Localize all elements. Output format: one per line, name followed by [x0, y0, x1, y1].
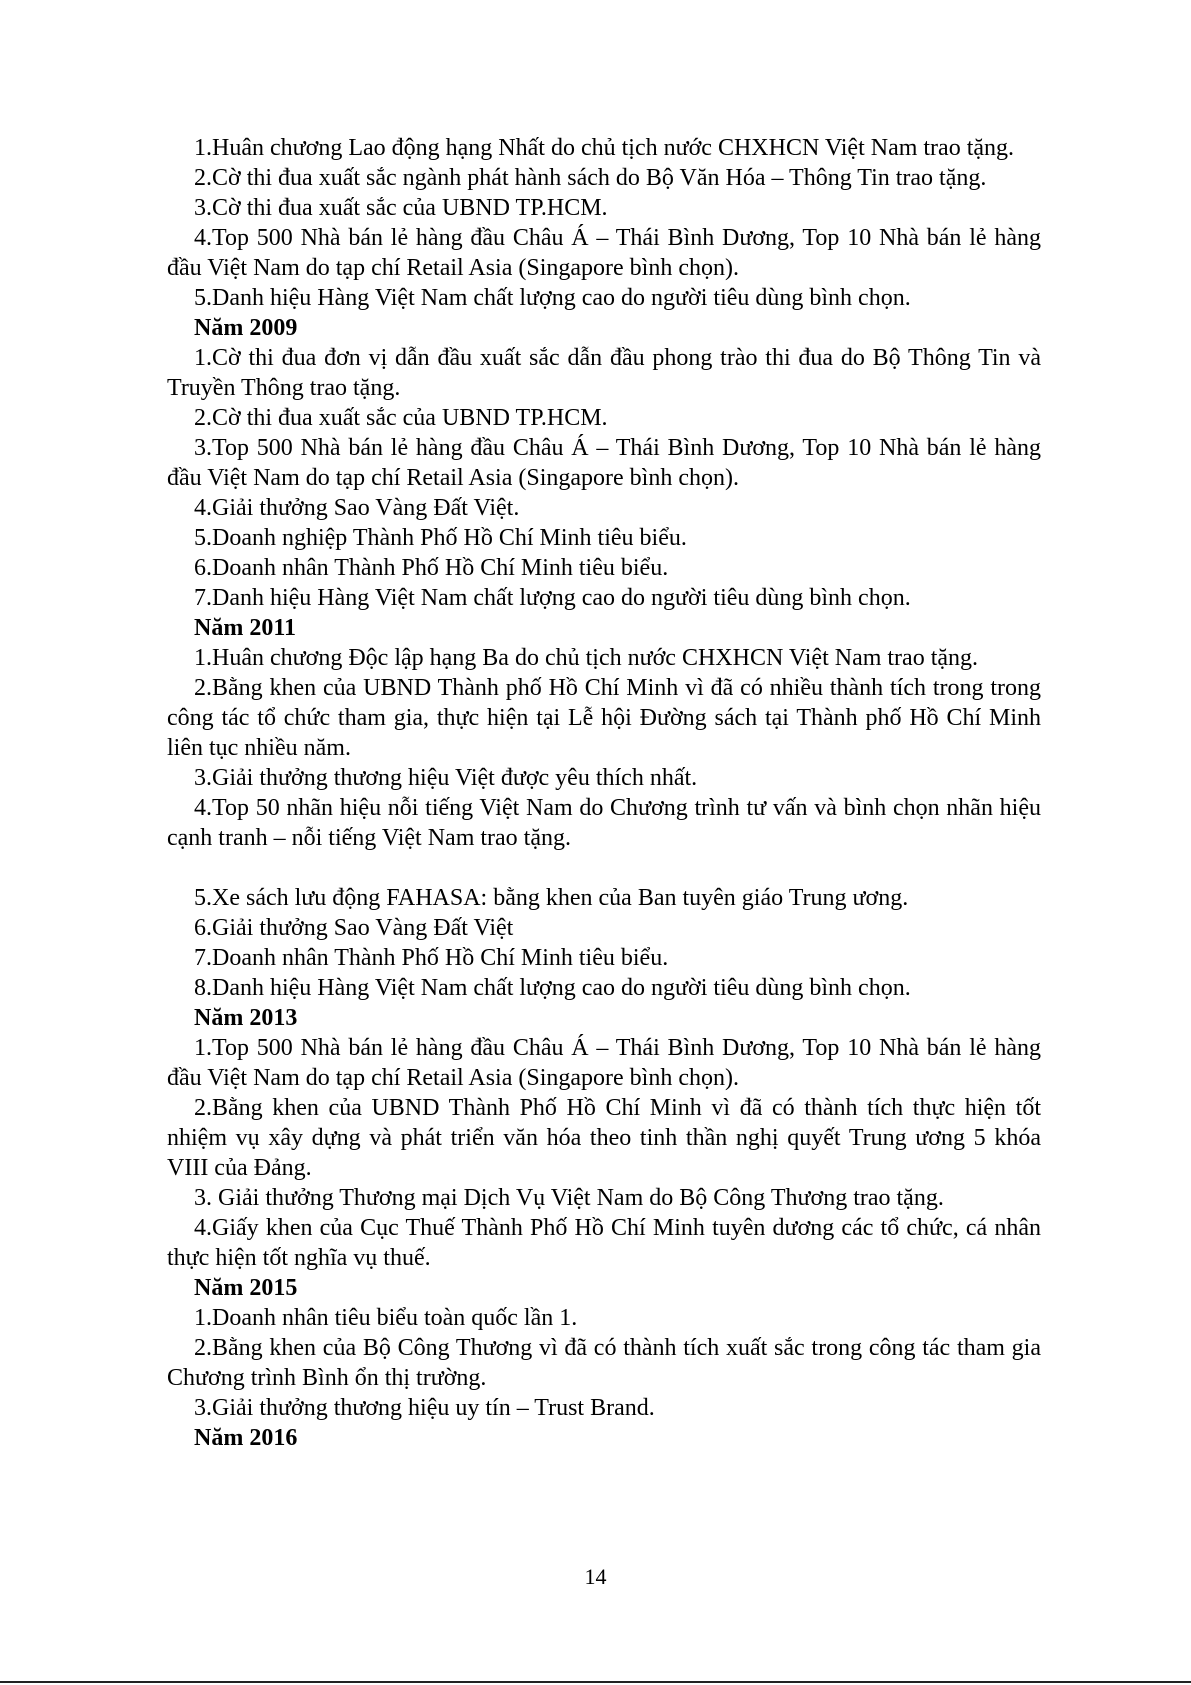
page-number: 14 — [584, 1564, 607, 1589]
intro-list — [167, 133, 1041, 313]
section-heading: Năm 2016 — [194, 1425, 298, 1451]
section-heading: Năm 2009 — [194, 315, 298, 341]
section-item: 1.Huân chương Độc lập hạng Ba do chủ tịch nước CHXHCN Việt Nam trao tặng. — [194, 645, 979, 671]
section-2009 — [167, 313, 1041, 613]
section-item: 5.Xe sách lưu động FAHASA: bằng khen của Ban tuyên giáo Trung ương. — [194, 885, 909, 911]
section-item: 4.Giấy khen của Cục Thuế Thành Phố Hồ Chí Minh tuyên dương các tổ chức, cá nhân thực hiện tốt nghĩa vụ thuế. — [167, 1215, 1041, 1271]
intro-item-2: 2.Cờ thi đua xuất sắc ngành phát hành sách do Bộ Văn Hóa – Thông Tin trao tặng. — [194, 165, 987, 191]
section-heading: Năm 2013 — [194, 1005, 298, 1031]
section-item: 3. Giải thưởng Thương mại Dịch Vụ Việt Nam do Bộ Công Thương trao tặng. — [194, 1185, 944, 1211]
section-heading: Năm 2011 — [194, 615, 296, 641]
section-item: 7.Danh hiệu Hàng Việt Nam chất lượng cao do người tiêu dùng bình chọn. — [194, 585, 911, 611]
section-item: 8.Danh hiệu Hàng Việt Nam chất lượng cao do người tiêu dùng bình chọn. — [194, 975, 911, 1001]
section-item: 6.Giải thưởng Sao Vàng Đất Việt — [194, 915, 514, 941]
document-page — [167, 133, 1041, 1453]
section-2011 — [167, 613, 1041, 1003]
section-item: 4.Giải thưởng Sao Vàng Đất Việt. — [194, 495, 520, 521]
section-item: 2.Bằng khen của UBND Thành Phố Hồ Chí Minh vì đã có thành tích thực hiện tốt nhiệm vụ xây dựng và phát triển văn hóa theo tinh thần nghị quyết Trung ương 5 khóa VIII của Đảng. — [167, 1095, 1041, 1181]
intro-item-5: 5.Danh hiệu Hàng Việt Nam chất lượng cao do người tiêu dùng bình chọn. — [194, 285, 911, 311]
section-heading: Năm 2015 — [194, 1275, 298, 1301]
intro-item-1: 1.Huân chương Lao động hạng Nhất do chủ tịch nước CHXHCN Việt Nam trao tặng. — [194, 135, 1015, 161]
section-item: 1.Cờ thi đua đơn vị dẫn đầu xuất sắc dẫn đầu phong trào thi đua do Bộ Thông Tin và Truyền Thông trao tặng. — [167, 345, 1041, 401]
section-item: 1.Doanh nhân tiêu biểu toàn quốc lần 1. — [194, 1305, 578, 1331]
section-item: 3.Giải thưởng thương hiệu Việt được yêu thích nhất. — [194, 765, 698, 791]
section-item: 1.Top 500 Nhà bán lẻ hàng đầu Châu Á – Thái Bình Dương, Top 10 Nhà bán lẻ hàng đầu Việt Nam do tạp chí Retail Asia (Singapore bình chọn). — [167, 1035, 1041, 1091]
section-item: 2.Cờ thi đua xuất sắc của UBND TP.HCM. — [194, 405, 608, 431]
section-item: 4.Top 50 nhãn hiệu nỗi tiếng Việt Nam do Chương trình tư vấn và bình chọn nhãn hiệu cạnh tranh – nỗi tiếng Việt Nam trao tặng. — [167, 795, 1041, 851]
paragraph-gap — [167, 853, 1041, 883]
section-2015 — [167, 1273, 1041, 1423]
section-item: 3.Giải thưởng thương hiệu uy tín – Trust Brand. — [194, 1395, 655, 1421]
section-item: 2.Bằng khen của Bộ Công Thương vì đã có thành tích xuất sắc trong công tác tham gia Chương trình Bình ổn thị trường. — [167, 1335, 1041, 1391]
intro-item-3: 3.Cờ thi đua xuất sắc của UBND TP.HCM. — [194, 195, 608, 221]
section-item: 3.Top 500 Nhà bán lẻ hàng đầu Châu Á – Thái Bình Dương, Top 10 Nhà bán lẻ hàng đầu Việt Nam do tạp chí Retail Asia (Singapore bình chọn). — [167, 435, 1041, 491]
section-2013 — [167, 1003, 1041, 1273]
section-item: 2.Bằng khen của UBND Thành phố Hồ Chí Minh vì đã có nhiều thành tích trong trong công tác tổ chức tham gia, thực hiện tại Lễ hội Đường sách tại Thành phố Hồ Chí Minh liên tục nhiều năm. — [167, 675, 1041, 761]
bottom-divider — [0, 1681, 1191, 1683]
section-item: 5.Doanh nghiệp Thành Phố Hồ Chí Minh tiêu biểu. — [194, 525, 687, 551]
intro-item-4: 4.Top 500 Nhà bán lẻ hàng đầu Châu Á – Thái Bình Dương, Top 10 Nhà bán lẻ hàng đầu Việt Nam do tạp chí Retail Asia (Singapore bình chọn). — [167, 225, 1041, 281]
section-2016 — [167, 1423, 1041, 1453]
section-item: 6.Doanh nhân Thành Phố Hồ Chí Minh tiêu biểu. — [194, 555, 669, 581]
section-item: 7.Doanh nhân Thành Phố Hồ Chí Minh tiêu biểu. — [194, 945, 669, 971]
